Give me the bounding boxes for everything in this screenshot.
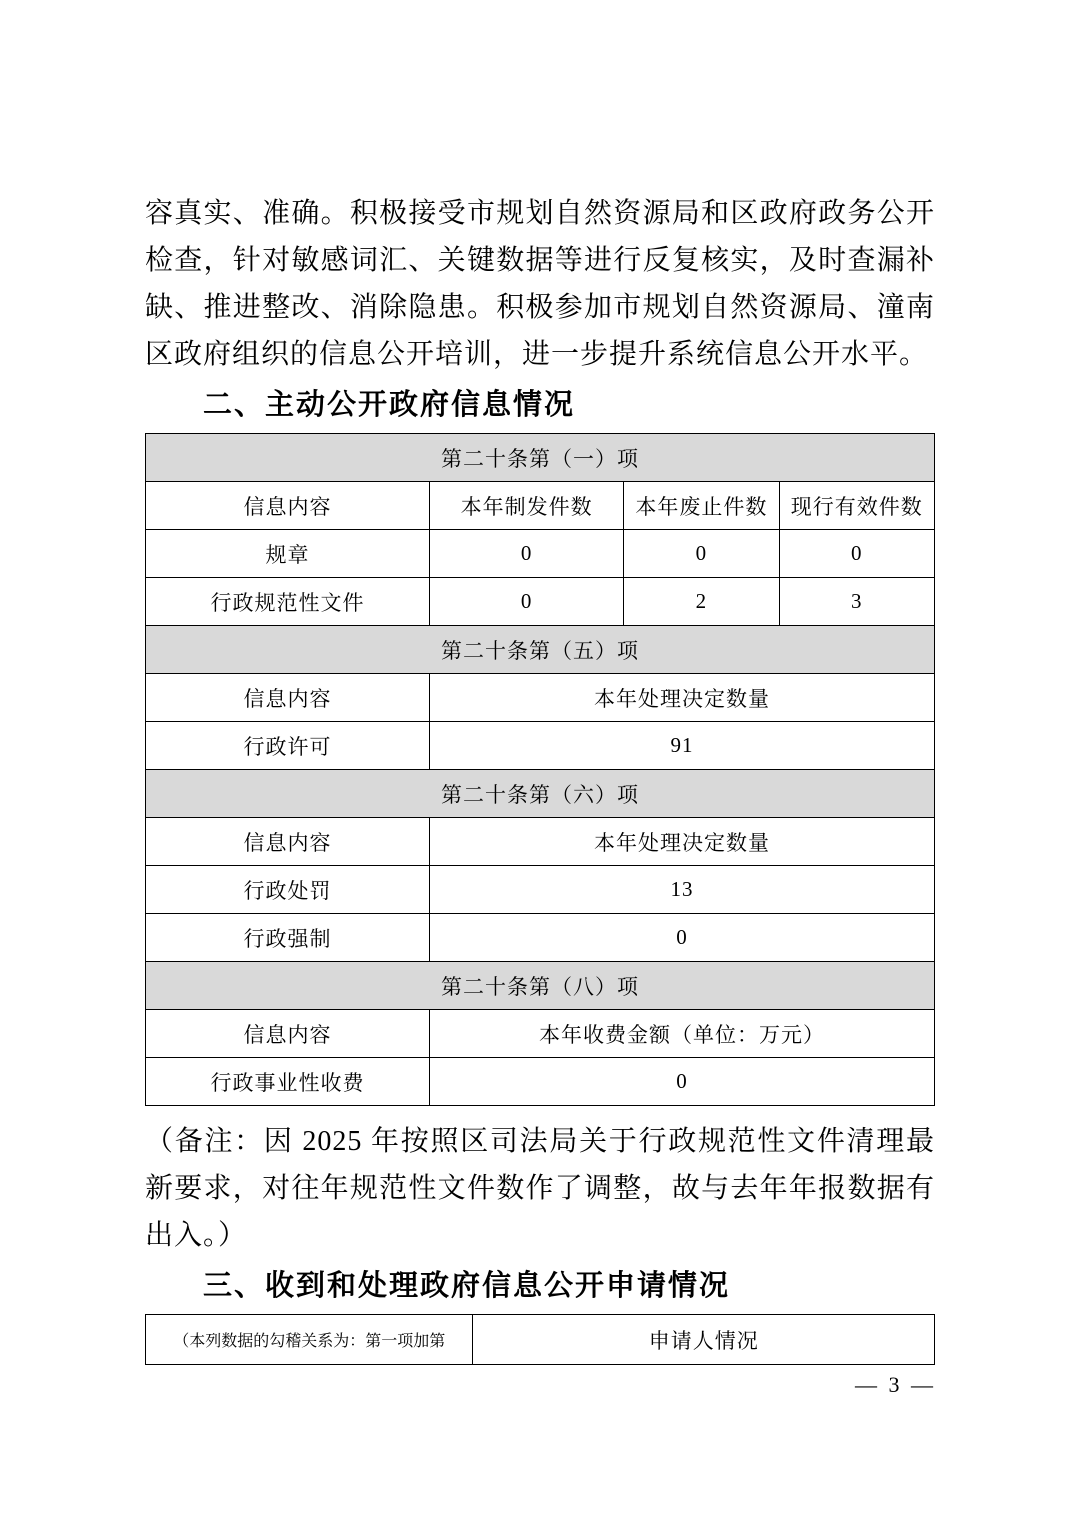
section-header-article20-item5: 第二十条第（五）项 [146,626,935,674]
column-header-info-content: 信息内容 [146,1010,430,1058]
cell-value: 0 [430,530,624,578]
table-row [146,578,935,626]
table-row [146,626,935,674]
table-row [146,722,935,770]
column-header-issued: 本年制发件数 [430,482,624,530]
row-label-administrative-licensing: 行政许可 [146,722,430,770]
cell-value: 0 [779,530,934,578]
column-header-decisions: 本年处理决定数量 [430,818,935,866]
cell-value: 2 [624,578,779,626]
column-header-effective: 现行有效件数 [779,482,934,530]
column-header-info-content: 信息内容 [146,674,430,722]
table-row [146,434,935,482]
cell-value: 0 [430,1058,935,1106]
cell-value: 0 [430,578,624,626]
requests-table-applicant-header-cell: 申请人情况 [473,1315,935,1365]
requests-table [145,1314,935,1365]
table-row [146,482,935,530]
section-header-article20-item8: 第二十条第（八）项 [146,962,935,1010]
cell-value: 3 [779,578,934,626]
table-row [146,1315,935,1365]
table-row [146,770,935,818]
row-label-administrative-fees: 行政事业性收费 [146,1058,430,1106]
column-header-info-content: 信息内容 [146,818,430,866]
table-row [146,530,935,578]
intro-paragraph: 容真实、准确。积极接受市规划自然资源局和区政府政务公开检查，针对敏感词汇、关键数据等进行反复核实，及时查漏补缺、推进整改、消除隐患。积极参加市规划自然资源局、潼南区政府组织的信息公开培训，进一步提升系统信息公开水平。 [145,198,935,370]
row-label-administrative-coercion: 行政强制 [146,914,430,962]
active-disclosure-table [145,433,935,1106]
table-row [146,914,935,962]
table-row [146,962,935,1010]
page-number: — 3 — [855,1372,936,1397]
cell-value: 13 [430,866,935,914]
column-header-repealed: 本年废止件数 [624,482,779,530]
column-header-decisions: 本年处理决定数量 [430,674,935,722]
section-3-heading: 三、收到和处理政府信息公开申请情况 [203,1270,731,1302]
table-row [146,866,935,914]
note-paragraph: （备注：因 2025 年按照区司法局关于行政规范性文件清理最新要求，对往年规范性文件数作了调整，故与去年年报数据有出入。） [145,1126,935,1251]
section-header-article20-item1: 第二十条第（一）项 [146,434,935,482]
column-header-fees-collected: 本年收费金额（单位：万元） [430,1010,935,1058]
row-label-administrative-penalty: 行政处罚 [146,866,430,914]
document-page-content [145,190,935,1365]
table-row [146,1010,935,1058]
row-label-regulations: 规章 [146,530,430,578]
requests-table-relation-note-cell: （本列数据的勾稽关系为：第一项加第 [146,1315,473,1365]
section-header-article20-item6: 第二十条第（六）项 [146,770,935,818]
table-row [146,818,935,866]
cell-value: 91 [430,722,935,770]
cell-value: 0 [430,914,935,962]
column-header-info-content: 信息内容 [146,482,430,530]
row-label-normative-documents: 行政规范性文件 [146,578,430,626]
table-row [146,674,935,722]
cell-value: 0 [624,530,779,578]
section-2-heading: 二、主动公开政府信息情况 [203,389,576,421]
table-row [146,1058,935,1106]
